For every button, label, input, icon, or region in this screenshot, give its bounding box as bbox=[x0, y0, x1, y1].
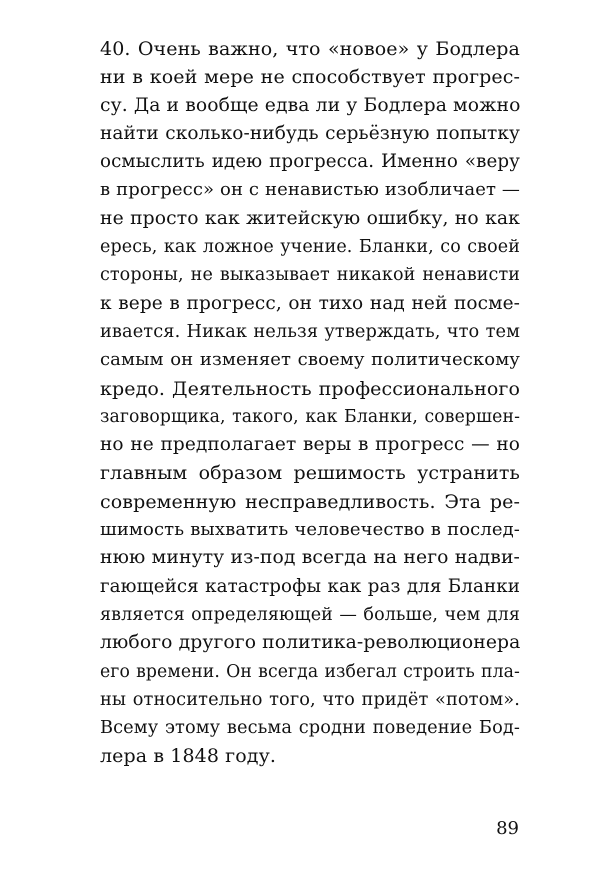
text-line: гающейся катастрофы как раз для Бланки bbox=[100, 575, 520, 597]
text-line: кредо. Деятельность профессионального bbox=[100, 377, 520, 400]
text-line: су. Да и вообще едва ли у Бодлера можно bbox=[100, 94, 521, 116]
text-line: его времени. Он всегда избегал строить пла- bbox=[100, 661, 520, 682]
text-line: шимость выхватить человечество в послед- bbox=[100, 519, 520, 541]
text-line: стороны, не выказывает никакой ненависти bbox=[100, 265, 520, 286]
page-number: 89 bbox=[496, 818, 519, 839]
text-line: является определяющей — больше, чем для bbox=[100, 604, 520, 625]
text-line: ересь, как ложное учение. Бланки, со своей bbox=[100, 237, 520, 258]
text-line: главным образом решимость устранить bbox=[100, 462, 520, 485]
text-line: не просто как житейскую ошибку, но как bbox=[100, 207, 520, 229]
text-line: ни в коей мере не способствует прогрес- bbox=[100, 66, 520, 89]
text-line: в прогресс» он с ненавистью изобличает — bbox=[100, 179, 520, 201]
text-line: Всему этому весьма сродни поведение Бод- bbox=[100, 718, 520, 739]
text-line: лера в 1848 году. bbox=[100, 745, 276, 768]
body-text bbox=[100, 35, 520, 771]
text-line: заговорщика, такого, как Бланки, совершен- bbox=[100, 406, 520, 427]
text-line: найти сколько-нибудь серьёзную попытку bbox=[100, 122, 520, 144]
text-line: ны относительно того, что придёт «потом». bbox=[100, 689, 520, 710]
text-line: к вере в прогресс, он тихо над ней посме- bbox=[100, 292, 520, 314]
text-line: самым он изменяет своему политическому bbox=[100, 349, 520, 371]
text-line: 40. Очень важно, что «новое» у Бодлера bbox=[100, 38, 520, 60]
text-line: нюю минуту из-под всегда на него надви- bbox=[100, 547, 520, 569]
text-line: любого другого политика-революционера bbox=[100, 632, 521, 654]
text-line: но не предполагает веры в прогресс — но bbox=[100, 434, 520, 456]
text-line: ивается. Никак нельзя утверждать, что тем bbox=[100, 321, 520, 342]
text-line: современную несправедливость. Эта ре- bbox=[100, 490, 520, 513]
text-line: осмыслить идею прогресса. Именно «веру bbox=[100, 151, 520, 173]
